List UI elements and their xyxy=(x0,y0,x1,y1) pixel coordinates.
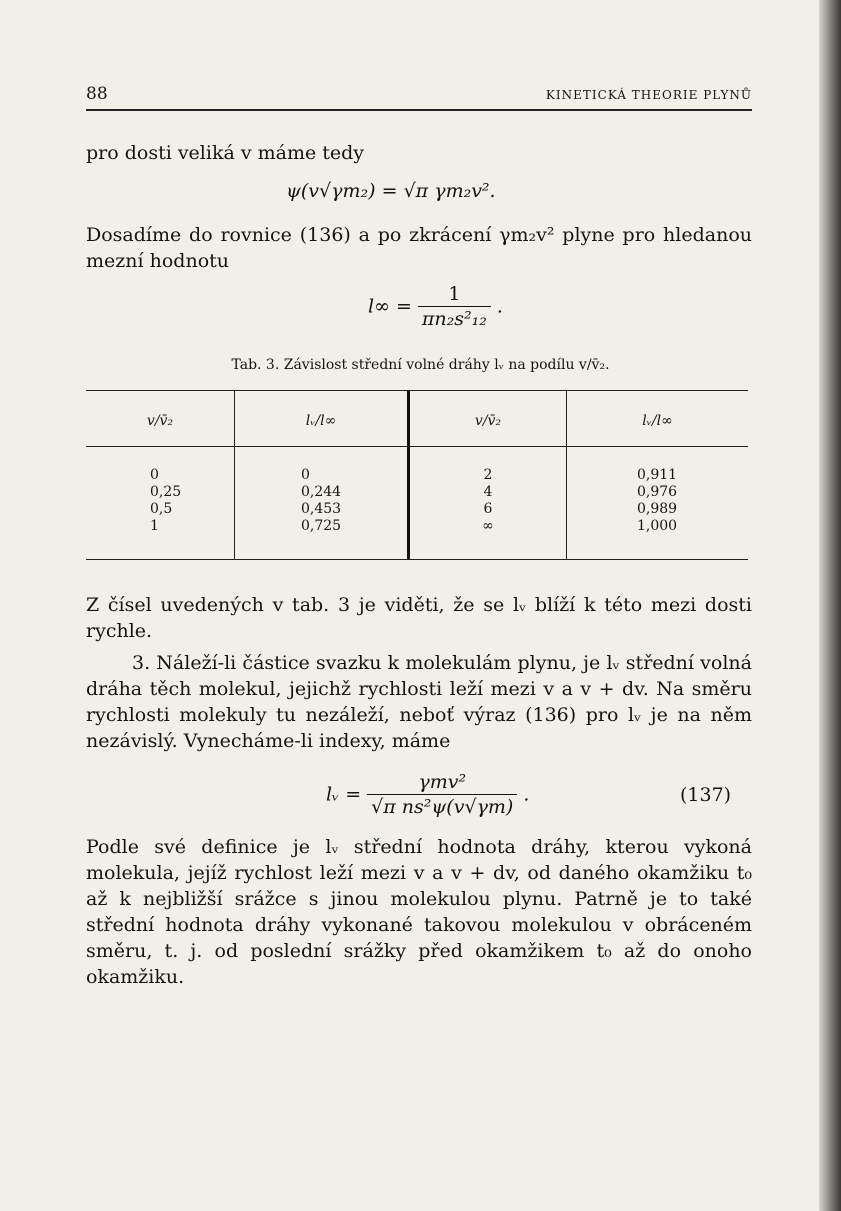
table-cell: 0 xyxy=(150,467,159,483)
eq2-lhs: l∞ = xyxy=(368,295,412,318)
paragraph-5: Podle své definice je lᵥ střední hodnota dráhy, kterou vykoná molekula, jejíž rychlost leží mezi v a v + dv, od daného okamžiku t₀ až k nejbližší srážce s jinou molekulou plynu. Patrně je to také střední hodnota dráhy vykonané takovou molekulou v obráceném směru, t. j. od poslední srážky před okamžikem t₀ až do onoho okamžiku. xyxy=(86,836,752,988)
table-header-4: lᵥ/l∞ xyxy=(642,413,673,429)
eq2-fraction xyxy=(418,282,491,331)
equation-137 xyxy=(326,770,529,819)
table-cell: 1,000 xyxy=(637,518,678,534)
eq1-rhs: √π γm₂v². xyxy=(403,180,496,202)
table-caption: Tab. 3. Závislost střední volné dráhy lᵥ na podílu v/v̄₂. xyxy=(231,357,610,373)
table-cell: 0,453 xyxy=(301,501,342,517)
table-cell: 0,976 xyxy=(637,484,678,500)
table-cell: 0,244 xyxy=(301,484,342,500)
table-col-3 xyxy=(410,391,566,559)
table-col-1-values xyxy=(86,467,234,535)
table-cell: 2 xyxy=(483,467,493,483)
table-col-4 xyxy=(567,391,748,559)
page-header xyxy=(86,84,752,110)
eq3-period: . xyxy=(523,783,530,806)
book-binding-shadow xyxy=(819,0,841,1211)
table-header-3: v/v̄₂ xyxy=(474,413,502,429)
header-rule xyxy=(86,109,752,111)
table-3 xyxy=(86,390,748,560)
paragraph-1: pro dosti veliká v máme tedy xyxy=(86,142,365,164)
page-number: 88 xyxy=(86,84,108,104)
table-cell: 1 xyxy=(150,518,159,534)
table-cell: 0 xyxy=(301,467,310,483)
eq3-denominator: √π ns²ψ(v√γm) xyxy=(371,796,514,818)
equation-number-137: (137) xyxy=(680,784,732,806)
paragraph-3: Z čísel uvedených v tab. 3 je viděti, že se lᵥ blíží k této mezi dosti rychle. xyxy=(86,594,752,642)
table-col-1 xyxy=(86,391,234,559)
table-cell: 4 xyxy=(483,484,493,500)
table-col-4-values xyxy=(567,467,748,535)
paragraph-4: 3. Náleží-li částice svazku k molekulám plynu, je lᵥ střední volná dráha těch molekul, jejichž rychlosti leží mezi v a v + dv. Na směru rychlosti molekuly tu nezáleží, neboť výraz (136) pro lᵥ je na něm nezávislý. Vynecháme-li indexy, máme xyxy=(86,652,752,752)
table-header-1: v/v̄₂ xyxy=(146,413,174,429)
paragraph-2: Dosadíme do rovnice (136) a po zkrácení γm₂v² plyne pro hledanou mezní hodnotu xyxy=(86,224,752,272)
eq2-denominator: πn₂s²₁₂ xyxy=(421,308,487,330)
eq3-lhs: lᵥ = xyxy=(326,783,362,806)
eq1-equals: = xyxy=(381,180,398,202)
running-title: KINETICKÁ THEORIE PLYNŮ xyxy=(545,88,752,102)
table-cell: 6 xyxy=(483,501,493,517)
table-col-3-values xyxy=(410,467,566,535)
table-cell: 0,725 xyxy=(301,518,342,534)
table-cell: 0,25 xyxy=(150,484,182,500)
equation-psi-limit xyxy=(286,180,496,202)
table-col-2 xyxy=(235,391,407,559)
table-cell: 0,989 xyxy=(637,501,678,517)
table-header-2: lᵥ/l∞ xyxy=(305,413,337,429)
table-col-2-values xyxy=(235,467,407,535)
table-cell: ∞ xyxy=(482,518,494,534)
table-cell: 0,5 xyxy=(150,501,173,517)
eq2-numerator: 1 xyxy=(418,282,491,307)
eq3-numerator: γmv² xyxy=(367,770,517,795)
eq1-lhs: ψ(v√γm₂) xyxy=(286,180,376,202)
table-cell: 0,911 xyxy=(637,467,678,483)
eq2-period: . xyxy=(496,295,503,318)
equation-l-infinity xyxy=(368,282,503,331)
eq3-fraction xyxy=(367,770,517,819)
